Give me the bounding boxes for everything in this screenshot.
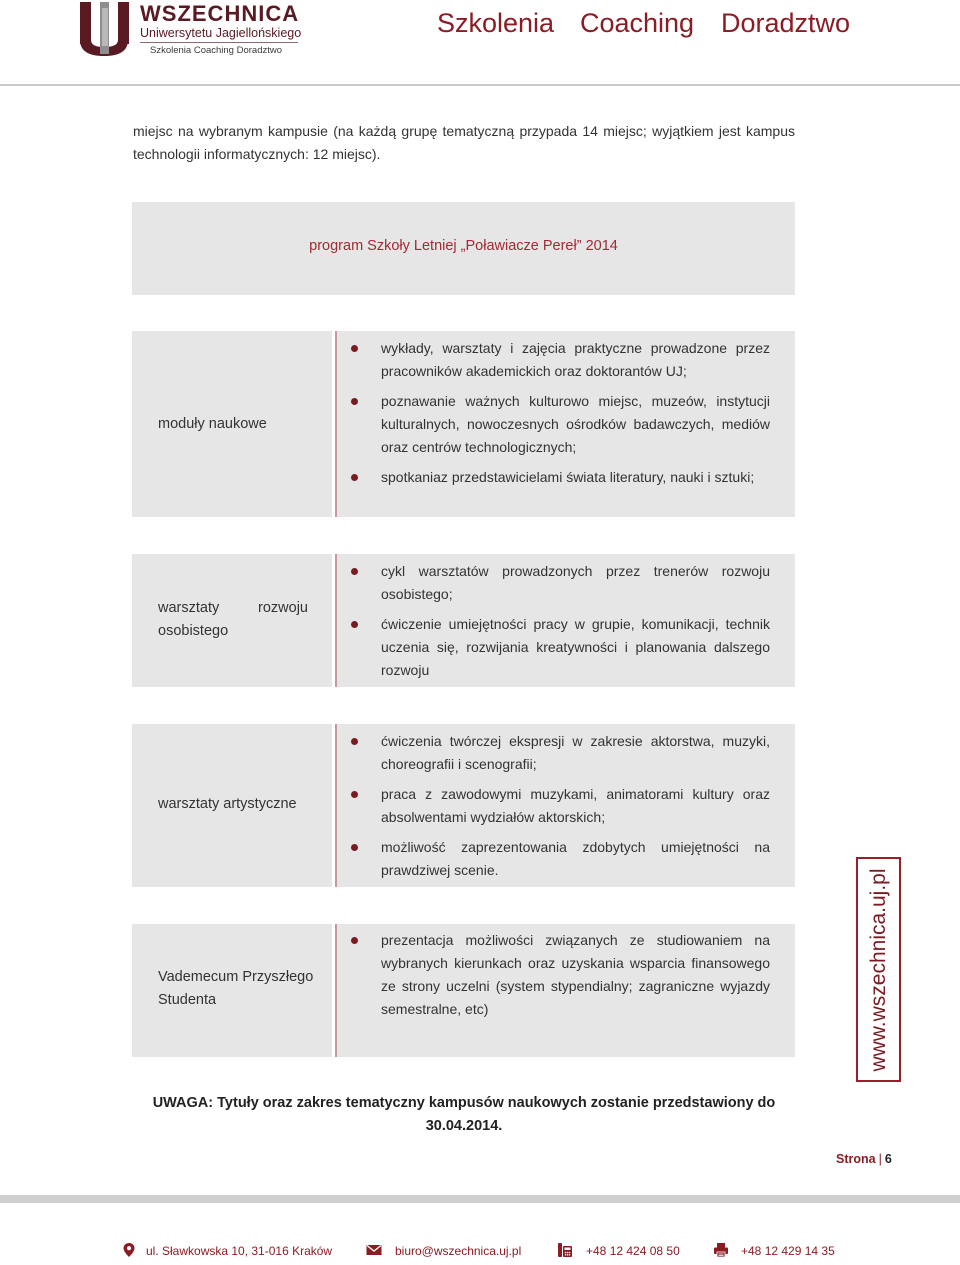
logo-divider	[140, 42, 298, 43]
list-item: ćwiczenie umiejętności pracy w grupie, komunikacji, technik uczenia się, rozwijania kreatywności i planowania dalszego rozwoju	[351, 613, 770, 682]
footer-address: ul. Sławkowska 10, 31-016 Kraków	[146, 1244, 333, 1258]
row-label: Vademecum Przyszłego Studenta	[158, 969, 314, 1008]
page-footer	[0, 1240, 960, 1264]
row-content-cell	[335, 724, 795, 887]
bullet-icon	[351, 345, 358, 352]
bullet-icon	[351, 844, 358, 851]
row-content-cell	[335, 924, 795, 1057]
list-item: ćwiczenia twórczej ekspresji w zakresie aktorstwa, muzyki, choreografii i scenografii;	[351, 730, 770, 776]
list-item: prezentacja możliwości związanych ze studiowaniem na wybranych kierunkach oraz uzyskania wsparcia finansowego ze strony uczelni (system stypendialny; zagraniczne wyjazdy semestralne, etc)	[351, 929, 770, 1021]
footer-phone[interactable]: +48 12 424 08 50	[586, 1244, 680, 1258]
list-item: wykłady, warsztaty i zajęcia praktyczne prowadzone przez pracowników akademickich oraz doktorantów UJ;	[351, 337, 770, 383]
list-item: możliwość zaprezentowania zdobytych umiejętności na prawdziwej scenie.	[351, 836, 770, 882]
website-vertical-box[interactable]	[856, 857, 901, 1082]
row-label-cell	[132, 924, 332, 1057]
page-number-label: Strona	[836, 1152, 876, 1166]
row-label-cell	[132, 554, 332, 687]
list-item: praca z zawodowymi muzykami, animatorami kultury oraz absolwentami wydziałów aktorskich;	[351, 783, 770, 829]
page-number-value: 6	[884, 1152, 892, 1166]
row-content-cell	[335, 331, 795, 517]
logo-mark-icon	[78, 0, 130, 58]
bullet-list	[351, 560, 770, 682]
bullet-icon	[351, 568, 358, 575]
row-label: warsztaty rozwoju osobistego	[158, 600, 308, 639]
list-item: spotkaniaz przedstawicielami świata literatury, nauki i sztuki;	[351, 466, 770, 489]
list-item: cykl warsztatów prowadzonych przez trenerów rozwoju osobistego;	[351, 560, 770, 606]
logo-tagline: Szkolenia Coaching Doradztwo	[150, 45, 283, 56]
intro-paragraph: miejsc na wybranym kampusie (na każdą grupę tematyczną przypada 14 miejsc; wyjątkiem jest kampus technologii informatycznych: 12 miejsc).	[133, 123, 795, 162]
nav-szkolenia[interactable]: Szkolenia	[437, 8, 555, 38]
row-label: warsztaty artystyczne	[158, 796, 297, 812]
page-number-separator: |	[878, 1152, 882, 1166]
page-number	[836, 1152, 892, 1166]
bullet-list	[351, 730, 770, 882]
website-link[interactable]: www.wszechnica.uj.pl	[866, 867, 890, 1072]
footer-email[interactable]: biuro@wszechnica.uj.pl	[395, 1244, 522, 1258]
footer-divider	[0, 1195, 960, 1203]
nav-doradztwo[interactable]: Doradztwo	[721, 8, 851, 38]
row-label-cell	[132, 724, 332, 887]
row-content-cell	[335, 554, 795, 687]
bullet-icon	[351, 621, 358, 628]
envelope-icon	[366, 1242, 382, 1258]
table-row	[132, 724, 795, 887]
table-row	[132, 554, 795, 687]
program-title: program Szkoły Letniej „Poławiacze Pereł” 2014	[309, 238, 618, 254]
bullet-icon	[351, 474, 358, 481]
notice-text: UWAGA: Tytuły oraz zakres tematyczny kampusów naukowych zostanie przedstawiony do 30.04.2014.	[152, 1095, 776, 1134]
phone-icon	[557, 1242, 573, 1258]
logo-subtitle: Uniwersytetu Jagiellońskiego	[140, 26, 302, 40]
row-label-cell	[132, 331, 332, 517]
location-pin-icon	[122, 1242, 136, 1258]
table-row	[132, 924, 795, 1057]
fax-printer-icon	[713, 1242, 729, 1258]
bullet-list	[351, 929, 770, 1021]
program-title-band	[132, 202, 795, 295]
table-row	[132, 331, 795, 517]
nav-coaching[interactable]: Coaching	[580, 8, 695, 38]
list-item: poznawanie ważnych kulturowo miejsc, muzeów, instytucji kulturalnych, nowoczesnych ośrodków badawczych, mediów oraz centrów technologicznych;	[351, 390, 770, 459]
page-header	[0, 0, 960, 86]
bullet-list	[351, 337, 770, 489]
bullet-icon	[351, 791, 358, 798]
footer-fax: +48 12 429 14 35	[741, 1244, 835, 1258]
bullet-icon	[351, 398, 358, 405]
row-label: moduły naukowe	[158, 416, 267, 432]
bullet-icon	[351, 738, 358, 745]
bullet-icon	[351, 937, 358, 944]
logo-title: WSZECHNICA	[140, 1, 300, 26]
wszechnica-logo[interactable]	[78, 0, 308, 60]
